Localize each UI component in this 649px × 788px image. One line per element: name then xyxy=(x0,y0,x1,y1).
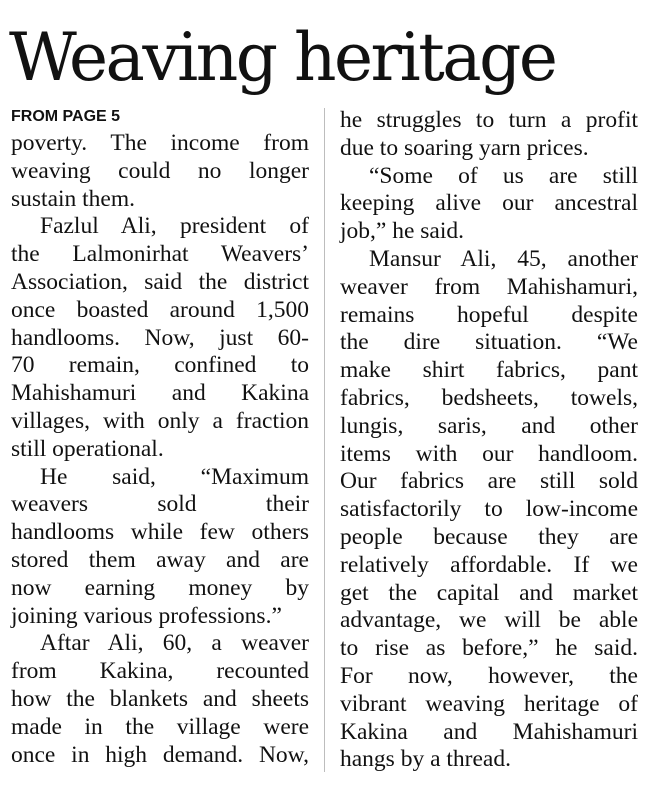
text-line: weavers sold their xyxy=(11,491,309,518)
text-line: weaving could no longer xyxy=(11,157,309,184)
text-line: handlooms while few others xyxy=(11,519,309,546)
text-line: satisfactorily to low-income xyxy=(340,496,638,523)
text-line: keeping alive our ancestral xyxy=(340,190,638,217)
text-line: lungis, saris, and other xyxy=(340,412,638,439)
text-line: once boasted around 1,500 xyxy=(11,296,309,323)
text-line: the dire situation. “We xyxy=(340,329,638,356)
text-line: make shirt fabrics, pant xyxy=(340,357,638,384)
text-line: job,” he said. xyxy=(340,218,464,245)
text-line: due to soaring yarn prices. xyxy=(340,134,589,161)
paragraph xyxy=(340,107,638,163)
text-line: fabrics, bedsheets, towels, xyxy=(340,384,638,411)
text-line: Association, said the district xyxy=(11,268,309,295)
text-line: Aftar Ali, 60, a weaver xyxy=(40,630,309,657)
text-line: he struggles to turn a profit xyxy=(340,107,638,133)
text-line: made in the village were xyxy=(11,713,309,740)
text-line: still operational. xyxy=(11,435,164,462)
paragraph xyxy=(340,163,638,246)
text-line: weaver from Mahishamuri, xyxy=(340,273,638,300)
right-column xyxy=(340,107,638,774)
text-line: once in high demand. Now, xyxy=(11,741,309,768)
text-line: “Some of us are still xyxy=(369,162,638,189)
text-line: from Kakina, recounted xyxy=(11,658,309,685)
text-line: villages, with only a fraction xyxy=(11,407,309,434)
text-line: Kakina and Mahishamuri xyxy=(340,718,638,745)
text-line: joining various professions.” xyxy=(11,602,282,629)
text-line: vibrant weaving heritage of xyxy=(340,690,638,717)
text-line: items with our handloom. xyxy=(340,440,638,467)
text-line: get the capital and market xyxy=(340,579,638,606)
text-line: Fazlul Ali, president of xyxy=(40,213,309,240)
text-line: advantage, we will be able xyxy=(340,607,638,634)
text-line: poverty. The income from xyxy=(11,130,309,156)
text-line: Mansur Ali, 45, another xyxy=(369,245,638,272)
paragraph xyxy=(340,246,638,774)
jump-label: FROM PAGE 5 xyxy=(11,108,121,125)
paragraph xyxy=(11,130,309,213)
text-line: handlooms. Now, just 60- xyxy=(11,324,309,351)
text-line: to rise as before,” he said. xyxy=(340,635,638,662)
paragraph xyxy=(11,630,309,769)
left-column xyxy=(11,130,309,769)
text-line: people because they are xyxy=(340,523,638,550)
column-divider xyxy=(324,108,325,772)
text-line: Our fabrics are still sold xyxy=(340,468,638,495)
paragraph xyxy=(11,464,309,631)
text-line: the Lalmonirhat Weavers’ xyxy=(11,241,309,268)
text-line: He said, “Maximum xyxy=(40,463,309,490)
text-line: 70 remain, confined to xyxy=(11,352,309,379)
text-line: remains hopeful despite xyxy=(340,301,638,328)
text-line: relatively affordable. If we xyxy=(340,551,638,578)
paragraph xyxy=(11,213,309,463)
headline: Weaving heritage xyxy=(9,19,556,96)
text-line: hangs by a thread. xyxy=(340,746,511,773)
text-line: stored them away and are xyxy=(11,546,309,573)
text-line: sustain them. xyxy=(11,185,136,212)
text-line: Mahishamuri and Kakina xyxy=(11,380,309,407)
text-line: For now, however, the xyxy=(340,662,638,689)
text-line: now earning money by xyxy=(11,574,309,601)
text-line: how the blankets and sheets xyxy=(11,685,309,712)
